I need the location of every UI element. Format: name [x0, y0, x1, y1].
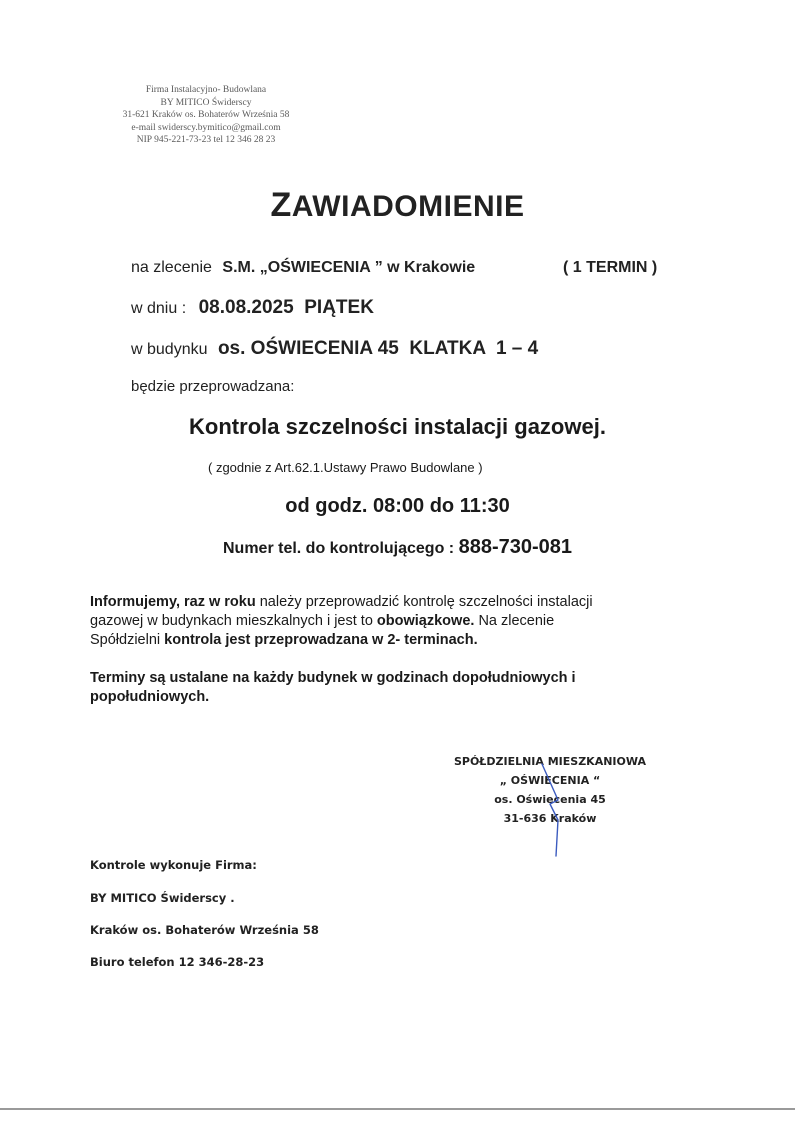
info-emphasis: kontrola jest przeprowadzana w 2- terminach. — [164, 632, 478, 648]
info-line — [90, 593, 710, 612]
info-text: Na zlecenie — [474, 613, 555, 629]
stamp-line: os. Oświecenia 45 — [494, 793, 606, 806]
signature — [536, 760, 576, 860]
document-title — [0, 186, 795, 225]
info-line: popołudniowych. — [90, 689, 210, 705]
law-note: ( zgodnie z Art.62.1.Ustawy Prawo Budowlane ) — [208, 460, 483, 475]
order-line — [131, 259, 475, 277]
building-line — [131, 338, 538, 360]
company-header-line: BY MITICO Świderscy — [160, 97, 252, 108]
phone-number: 888-730-081 — [458, 536, 573, 558]
company-header — [86, 84, 326, 147]
company-header-line: NIP 945-221-73-23 tel 12 346 28 23 — [136, 135, 276, 145]
stamp-line: „ OŚWIECENIA “ — [499, 774, 601, 787]
inspection-headline: Kontrola szczelności instalacji gazowej. — [189, 414, 606, 439]
intro-text: będzie przeprowadzana: — [131, 378, 295, 395]
company-header-line: e-mail swiderscy.bymitico@gmail.com — [131, 122, 281, 133]
date-prefix: w dniu : — [131, 300, 187, 317]
phone-line — [0, 536, 795, 559]
stamp-line: SPÓŁDZIELNIA MIESZKANIOWA — [453, 755, 647, 768]
hours: od godz. 08:00 do 11:30 — [285, 495, 510, 517]
order-client: S.M. „OŚWIECENIA ” w Krakowie — [222, 259, 476, 276]
info-line — [90, 612, 710, 631]
info-paragraph-1 — [90, 593, 710, 650]
building-prefix: w budynku — [131, 341, 208, 358]
order-termin: ( 1 TERMIN ) — [563, 259, 658, 276]
title-rest: AWIADOMIENIE — [291, 190, 525, 223]
footer-line: Biuro telefon 12 346-28-23 — [90, 955, 265, 969]
bottom-divider — [0, 1108, 795, 1110]
footer-line: BY MITICO Świderscy . — [90, 891, 235, 905]
footer-line: Kontrole wykonuje Firma: — [90, 858, 257, 872]
stamp-line: 31-636 Kraków — [503, 812, 597, 825]
info-paragraph-2 — [90, 669, 710, 707]
title-first-letter: Z — [270, 186, 292, 224]
company-header-line: Firma Instalacyjno- Budowlana — [145, 85, 267, 95]
info-emphasis: Informujemy, raz w roku — [90, 594, 256, 610]
order-prefix: na zlecenie — [131, 259, 212, 276]
date-line — [131, 297, 374, 319]
company-header-line: 31-621 Kraków os. Bohaterów Września 58 — [122, 110, 290, 120]
info-line — [90, 631, 710, 650]
phone-label: Numer tel. do kontrolującego : — [222, 540, 455, 557]
date-value: 08.08.2025 PIĄTEK — [198, 297, 374, 318]
info-emphasis: obowiązkowe. — [376, 613, 475, 629]
footer-line: Kraków os. Bohaterów Września 58 — [90, 923, 319, 937]
info-text: należy przeprowadzić kontrolę szczelności instalacji — [255, 594, 593, 610]
info-text: gazowej w budynkach mieszkalnych i jest to — [90, 613, 377, 629]
building-value: os. OŚWIECENIA 45 KLATKA 1 – 4 — [217, 338, 539, 359]
info-text: Spółdzielni — [90, 632, 165, 648]
info-line: Terminy są ustalane na każdy budynek w godzinach dopołudniowych i — [90, 670, 576, 686]
